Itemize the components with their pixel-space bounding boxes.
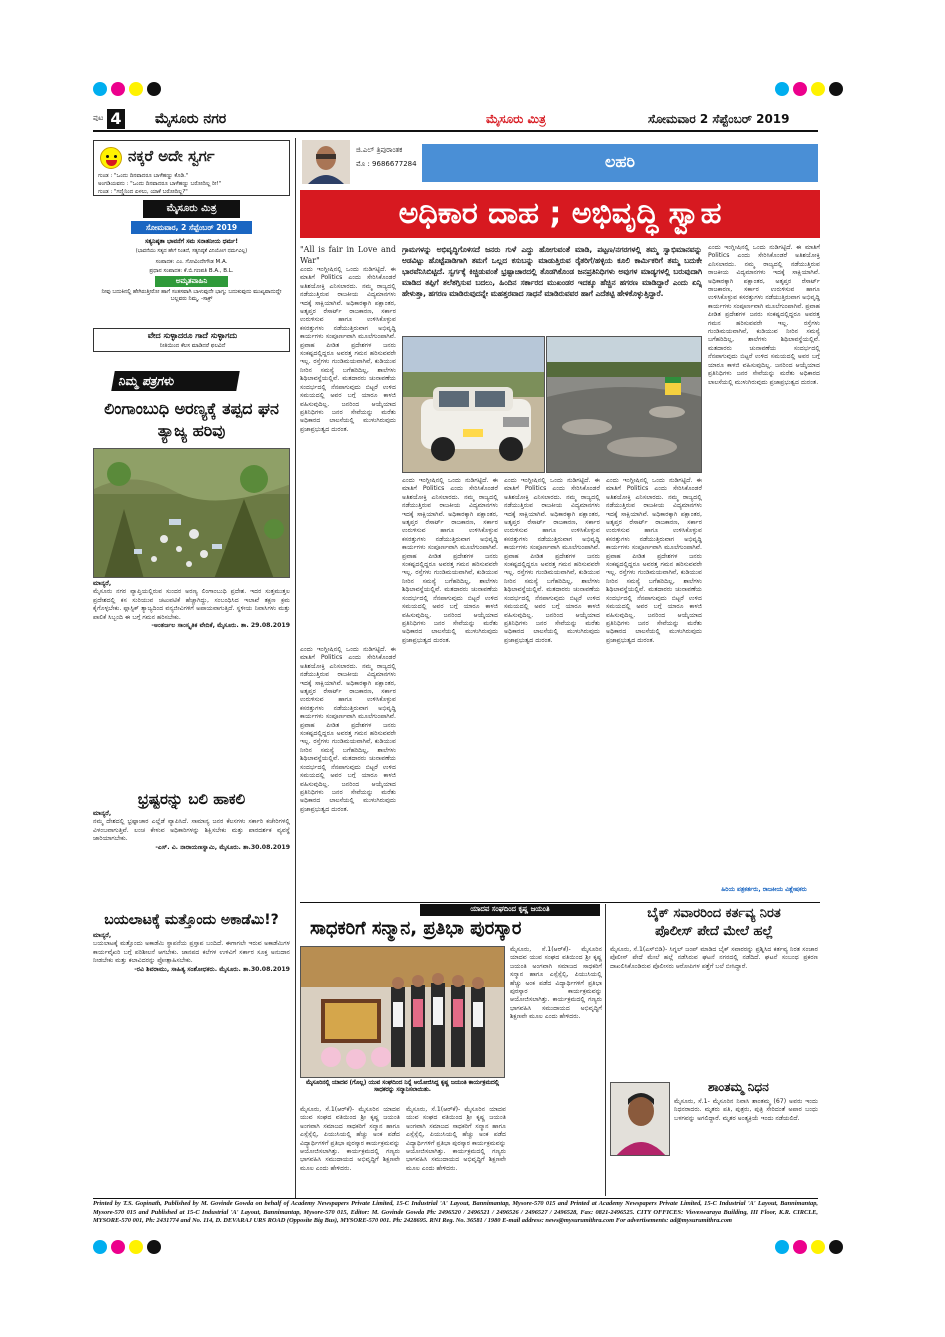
lahari-body-col1b: ಎಂದು ಇಂಗ್ಲೀಷಿನಲ್ಲಿ ಒಂದು ನುಡಿಗಟ್ಟಿದೆ. ಈ ಮಾತಿಗೆ Politics ಎಂದು ಸೇರಿಸಿಕೊಂಡರೆ ಅತಿಶಯೋಕ್ತಿ ಎನಿಸಲಾರದು. ನಮ್ಮ ರಾಜ್ಯದಲ್ಲಿ ನಡೆಯುತ್ತಿರುವ ರಾಜಕೀಯ ವಿದ್ಯಮಾನಗಳು ಇದಕ್ಕೆ ಸಾಕ್ಷಿಯಾಗಿವೆ. ಅಧಿಕಾರಕ್ಕಾಗಿ ಪಕ್ಷಾಂತರ, ಅತೃಪ್ತರ ರೆಸಾರ್ಟ್ ರಾಜಕಾರಣ, ಸರ್ಕಾರ ಉರುಳಿಸುವ ಹಾಗೂ ಉಳಿಸಿಕೊಳ್ಳುವ ಕಸರತ್ತುಗಳು ನಡೆಯುತ್ತಿರುವಾಗ ಅಭಿವೃದ್ಧಿ ಕಾರ್ಯಗಳು ಸಂಪೂರ್ಣವಾಗಿ ಮೂಲೆಗುಂಪಾಗಿವೆ. ಪ್ರವಾಹ ಪೀಡಿತ ಪ್ರದೇಶಗಳ ಜನರು ಸಂಕಷ್ಟದಲ್ಲಿದ್ದರೂ ಅವರತ್ತ ಗಮನ ಹರಿಸುವವರೇ ಇಲ್ಲ. ರಸ್ತೆಗಳು ಗುಂಡಿಮಯವಾಗಿವೆ, ಕುಡಿಯುವ ನೀರಿನ ಸಮಸ್ಯೆ ಬಗೆಹರಿದಿಲ್ಲ, ಶಾಲೆಗಳು ಶಿಥಿಲಾವಸ್ಥೆಯಲ್ಲಿವೆ. ಮತದಾರರು ಚುನಾವಣೆಯ ಸಂದರ್ಭದಲ್ಲಿ ನೆನಪಾಗುವುದು ಬಿಟ್ಟರೆ ಉಳಿದ ಸಮಯದಲ್ಲಿ ಅವರ ಬಗ್ಗೆ ಯಾರೂ ಕಾಳಜಿ ವಹಿಸುವುದಿಲ್ಲ. ಜನರಿಂದ ಆಯ್ಕೆಯಾದ ಪ್ರತಿನಿಧಿಗಳು ಜನರ ಸೇವೆಯನ್ನು ಮರೆತು ಅಧಿಕಾರದ ಲಾಲಸೆಯಲ್ಲಿ ಮುಳುಗಿರುವುದು ಪ್ರಜಾಪ್ರಭುತ್ವದ ದುರಂತ. xyxy=(300,646,396,813)
lahari-headline: ಅಧಿಕಾರ ದಾಹ ; ಅಭಿವೃದ್ಧಿ ಸ್ವಾಹ xyxy=(398,196,722,231)
author-name: ಜಿ.ಎಲ್ ತ್ರಿಪುರಾಂತಕ xyxy=(356,146,403,154)
author-photo xyxy=(302,140,350,184)
garbage-photo xyxy=(93,448,290,578)
proverb-box xyxy=(93,328,290,352)
amrutha-title: ಅಮೃತವಾಹಿನಿ xyxy=(155,276,228,287)
letter-signature: -ಎಸ್. ವಿ. ನಾರಾಯಣಸ್ವಾಮಿ, ಮೈಸೂರು. ತಾ.30.08.2019 xyxy=(155,843,290,851)
author-phone: ಮೊ : 9686677284 xyxy=(356,160,417,168)
letter-2-title: ಭ್ರಷ್ಟರನ್ನು ಬಲಿ ಹಾಕಲಿ xyxy=(137,790,246,808)
proverb: ವೇದ ಸುಳ್ಳಾದರೂ ಗಾದೆ ಸುಳ್ಳಾಗದು xyxy=(147,331,238,340)
yadava-body-col3: ಮೈಸೂರು, ಸೆ.1(ಆರ್‌ಕೆ)- ಮೈಸೂರಿನ ಯಾದವ ಯುವ ಸಂಘದ ವತಿಯಿಂದ ಶ್ರೀ ಕೃಷ್ಣ ಜಯಂತಿ ಅಂಗವಾಗಿ ಸಮಾಜದ ಸಾಧಕರಿಗೆ ಸನ್ಮಾನ ಹಾಗೂ ಎಸ್ಸೆಸ್ಸೆಲ್ಸಿ, ಪಿಯುಸಿಯಲ್ಲಿ ಹೆಚ್ಚು ಅಂಕ ಪಡೆದ ವಿದ್ಯಾರ್ಥಿಗಳಿಗೆ ಪ್ರತಿಭಾ ಪುರಸ್ಕಾರ ಕಾರ್ಯಕ್ರಮವನ್ನು ಆಯೋಜಿಸಲಾಗಿತ್ತು. ಕಾರ್ಯಕ್ರಮದಲ್ಲಿ ಗಣ್ಯರು ಭಾಗವಹಿಸಿ ಸಮುದಾಯದ ಅಭಿವೃದ್ಧಿಗೆ ಶಿಕ್ಷಣವೇ ಮೂಲ ಎಂದು ಹೇಳಿದರು. xyxy=(510,946,602,1021)
letter-body: ಮೈಸೂರು ನಗರ ವ್ಯಾಪ್ತಿಯಲ್ಲಿರುವ ಸುಂದರ ಅರಣ್ಯ ಲಿಂಗಾಂಬುಧಿ ಪ್ರದೇಶ. ಇದರ ಸುತ್ತಮುತ್ತಲ ಪ್ರದೇಶದಲ್ಲಿ ಕಸ ಸುರಿಯುವ ಚಟುವಟಿಕೆ ಹೆಚ್ಚಾಗಿದ್ದು, ಸಂಬಂಧಿಸಿದ ಇಲಾಖೆ ತಕ್ಷಣ ಕ್ರಮ ಕೈಗೊಳ್ಳಬೇಕು. ಪ್ಲಾಸ್ಟಿಕ್ ತ್ಯಾಜ್ಯದಿಂದ ವನ್ಯಜೀವಿಗಳಿಗೆ ಅಪಾಯವಾಗುತ್ತಿದೆ. ಸ್ಥಳೀಯ ನಿವಾಸಿಗಳು ಮತ್ತು ಪಾಲಿಕೆ ಸಿಬ್ಬಂದಿ ಈ ಬಗ್ಗೆ ಗಮನ ಹರಿಸಬೇಕು. xyxy=(93,588,290,621)
yadava-photo xyxy=(300,946,505,1078)
letter-1-body xyxy=(93,580,290,785)
registration-dot-magenta xyxy=(793,1240,807,1254)
yadava-kicker-bar xyxy=(420,904,600,916)
laugh-icon xyxy=(100,147,122,169)
masthead: ಮೈಸೂರು ಮಿತ್ರ xyxy=(486,112,546,126)
lahari-body-col4: ಎಂದು ಇಂಗ್ಲೀಷಿನಲ್ಲಿ ಒಂದು ನುಡಿಗಟ್ಟಿದೆ. ಈ ಮಾತಿಗೆ Politics ಎಂದು ಸೇರಿಸಿಕೊಂಡರೆ ಅತಿಶಯೋಕ್ತಿ ಎನಿಸಲಾರದು. ನಮ್ಮ ರಾಜ್ಯದಲ್ಲಿ ನಡೆಯುತ್ತಿರುವ ರಾಜಕೀಯ ವಿದ್ಯಮಾನಗಳು ಇದಕ್ಕೆ ಸಾಕ್ಷಿಯಾಗಿವೆ. ಅಧಿಕಾರಕ್ಕಾಗಿ ಪಕ್ಷಾಂತರ, ಅತೃಪ್ತರ ರೆಸಾರ್ಟ್ ರಾಜಕಾರಣ, ಸರ್ಕಾರ ಉರುಳಿಸುವ ಹಾಗೂ ಉಳಿಸಿಕೊಳ್ಳುವ ಕಸರತ್ತುಗಳು ನಡೆಯುತ್ತಿರುವಾಗ ಅಭಿವೃದ್ಧಿ ಕಾರ್ಯಗಳು ಸಂಪೂರ್ಣವಾಗಿ ಮೂಲೆಗುಂಪಾಗಿವೆ. ಪ್ರವಾಹ ಪೀಡಿತ ಪ್ರದೇಶಗಳ ಜನರು ಸಂಕಷ್ಟದಲ್ಲಿದ್ದರೂ ಅವರತ್ತ ಗಮನ ಹರಿಸುವವರೇ ಇಲ್ಲ. ರಸ್ತೆಗಳು ಗುಂಡಿಮಯವಾಗಿವೆ, ಕುಡಿಯುವ ನೀರಿನ ಸಮಸ್ಯೆ ಬಗೆಹರಿದಿಲ್ಲ, ಶಾಲೆಗಳು ಶಿಥಿಲಾವಸ್ಥೆಯಲ್ಲಿವೆ. ಮತದಾರರು ಚುನಾವಣೆಯ ಸಂದರ್ಭದಲ್ಲಿ ನೆನಪಾಗುವುದು ಬಿಟ್ಟರೆ ಉಳಿದ ಸಮಯದಲ್ಲಿ ಅವರ ಬಗ್ಗೆ ಯಾರೂ ಕಾಳಜಿ ವಹಿಸುವುದಿಲ್ಲ. ಜನರಿಂದ ಆಯ್ಕೆಯಾದ ಪ್ರತಿನಿಧಿಗಳು ಜನರ ಸೇವೆಯನ್ನು ಮರೆತು ಅಧಿಕಾರದ ಲಾಲಸೆಯಲ್ಲಿ ಮುಳುಗಿರುವುದು ಪ್ರಜಾಪ್ರಭುತ್ವದ ದುರಂತ. xyxy=(606,477,702,644)
letter-1-title-block xyxy=(93,398,290,446)
lahari-body-col2: ಎಂದು ಇಂಗ್ಲೀಷಿನಲ್ಲಿ ಒಂದು ನುಡಿಗಟ್ಟಿದೆ. ಈ ಮಾತಿಗೆ Politics ಎಂದು ಸೇರಿಸಿಕೊಂಡರೆ ಅತಿಶಯೋಕ್ತಿ ಎನಿಸಲಾರದು. ನಮ್ಮ ರಾಜ್ಯದಲ್ಲಿ ನಡೆಯುತ್ತಿರುವ ರಾಜಕೀಯ ವಿದ್ಯಮಾನಗಳು ಇದಕ್ಕೆ ಸಾಕ್ಷಿಯಾಗಿವೆ. ಅಧಿಕಾರಕ್ಕಾಗಿ ಪಕ್ಷಾಂತರ, ಅತೃಪ್ತರ ರೆಸಾರ್ಟ್ ರಾಜಕಾರಣ, ಸರ್ಕಾರ ಉರುಳಿಸುವ ಹಾಗೂ ಉಳಿಸಿಕೊಳ್ಳುವ ಕಸರತ್ತುಗಳು ನಡೆಯುತ್ತಿರುವಾಗ ಅಭಿವೃದ್ಧಿ ಕಾರ್ಯಗಳು ಸಂಪೂರ್ಣವಾಗಿ ಮೂಲೆಗುಂಪಾಗಿವೆ. ಪ್ರವಾಹ ಪೀಡಿತ ಪ್ರದೇಶಗಳ ಜನರು ಸಂಕಷ್ಟದಲ್ಲಿದ್ದರೂ ಅವರತ್ತ ಗಮನ ಹರಿಸುವವರೇ ಇಲ್ಲ. ರಸ್ತೆಗಳು ಗುಂಡಿಮಯವಾಗಿವೆ, ಕುಡಿಯುವ ನೀರಿನ ಸಮಸ್ಯೆ ಬಗೆಹರಿದಿಲ್ಲ, ಶಾಲೆಗಳು ಶಿಥಿಲಾವಸ್ಥೆಯಲ್ಲಿವೆ. ಮತದಾರರು ಚುನಾವಣೆಯ ಸಂದರ್ಭದಲ್ಲಿ ನೆನಪಾಗುವುದು ಬಿಟ್ಟರೆ ಉಳಿದ ಸಮಯದಲ್ಲಿ ಅವರ ಬಗ್ಗೆ ಯಾರೂ ಕಾಳಜಿ ವಹಿಸುವುದಿಲ್ಲ. ಜನರಿಂದ ಆಯ್ಕೆಯಾದ ಪ್ರತಿನಿಧಿಗಳು ಜನರ ಸೇವೆಯನ್ನು ಮರೆತು ಅಧಿಕಾರದ ಲಾಲಸೆಯಲ್ಲಿ ಮುಳುಗಿರುವುದು ಪ್ರಜಾಪ್ರಭುತ್ವದ ದುರಂತ. xyxy=(402,477,498,644)
letter-body: ನಮ್ಮ ದೇಶದಲ್ಲಿ ಭ್ರಷ್ಟಾಚಾರ ಎಲ್ಲೆಡೆ ವ್ಯಾಪಿಸಿದೆ. ಸಾಮಾನ್ಯ ಜನರ ಕೆಲಸಗಳು ಸರ್ಕಾರಿ ಕಚೇರಿಗಳಲ್ಲಿ ವಿಳಂಬವಾಗುತ್ತಿವೆ. ಲಂಚ ಕೇಳುವ ಅಧಿಕಾರಿಗಳನ್ನು ಶಿಕ್ಷಿಸಬೇಕು ಮತ್ತು ಪಾರದರ್ಶಕ ವ್ಯವಸ್ಥೆ ಜಾರಿಯಾಗಬೇಕು. xyxy=(93,818,290,843)
bike-body: ಮೈಸೂರು, ಸೆ.1(ಎಸ್‌ಬಿಡಿ)- ಸಿಗ್ನಲ್ ಜಂಪ್ ಮಾಡಿದ ಬೈಕ್ ಸವಾರರನ್ನು ಪ್ರಶ್ನಿಸಿದ ಕರ್ತವ್ಯ ನಿರತ ಸಂಚಾರ ಪೊಲೀಸ್ ಪೇದೆ ಮೇಲೆ ಹಲ್ಲೆ ನಡೆಸಿರುವ ಘಟನೆ ನಗರದಲ್ಲಿ ನಡೆದಿದೆ. ಘಟನೆ ಸಂಬಂಧ ಪ್ರಕರಣ ದಾಖಲಿಸಿಕೊಂಡಿರುವ ಪೊಲೀಸರು ಆರೋಪಿಗಳ ಪತ್ತೆಗೆ ಬಲೆ ಬೀಸಿದ್ದಾರೆ. xyxy=(610,946,818,970)
letter-3-title: ಬಯಲಾಟಕ್ಕೆ ಮತ್ತೊಂದು ಅಕಾಡೆಮಿ!? xyxy=(104,912,279,928)
letter-salute: ಮಾನ್ಯರೆ, xyxy=(93,932,112,939)
page-number: 4 xyxy=(107,109,125,129)
registration-dot-yellow xyxy=(811,82,825,96)
lahari-headline-bar xyxy=(300,190,820,238)
dropcap-quote: "All is fair in Love and War" xyxy=(300,245,396,265)
letter-1-title: ಲಿಂಗಾಂಬುಧಿ ಅರಣ್ಯಕ್ಕೆ ತಪ್ಪದ ಘನ ತ್ಯಾಜ್ಯ ಹರಿವು xyxy=(104,399,279,440)
amrutha-text: ನೀವು ಬದುಕಿನಲ್ಲಿ ಹೇಗಿರುತ್ತೀರೋ ಹಾಗೆ ಸಂತಸವಾಗಿ ಬಾಳುವುದೇ ಭಾಗ್ಯ; ಬದುಕುವುದು ಮುಖ್ಯವಾದುದ್ದೇ ಬಲ್ಲವರು ನಿಮ್ಮ. -ಸಾಕ್ರ್ xyxy=(101,289,282,302)
lahari-intro: ಗ್ರಾಮಗಳನ್ನು ಅಭಿವೃದ್ಧಿಗೊಳಿಸದೆ ಜನರು ಗುಳೆ ಎದ್ದು ಹೋಗುವಂತೆ ಮಾಡಿ, ಪಟ್ಟಣ/ನಗರಗಳಲ್ಲಿ ತಮ್ಮ ಸ್ವಾಭಿಮಾನವನ್ನು ಅಡವಿಟ್ಟು ಹೊಟ್ಟೆಪಾಡಿಗಾಗಿ ತಮಗೆ ಒಲ್ಲದ ಕಸುಬನ್ನು ಮಾಡುತ್ತಿರುವ ರೈತರಿಗೆ/ಹಳ್ಳಿಯ ಕೂಲಿ ಕಾರ್ಮಿಕರಿಗೆ ತಮ್ಮ ಬದುಕೇ ಭಾರವೆನಿಸಿಬಿಟ್ಟಿದೆ. ಸ್ವರ್ಗಕ್ಕೆ ಕಿಚ್ಚಿಡುವಂತೆ ಭ್ರಷ್ಟಾಚಾರದಲ್ಲಿ ತೊಡಗಿಕೊಂಡ ಜನಪ್ರತಿನಿಧಿಗಳು ಅವುಗಳ ಮಾಡ್ಯಗಳಲ್ಲಿ ಬರುವುದಾಗಿ ಮಾಡಿದ ತಪ್ಪಿಗೆ ತಲೆತಗ್ಗಿಸುವ ಬದಲು, ಹಿಂದಿನ ಸರ್ಕಾರದ ಮುಖಂಡರ ಇದಕ್ಕೂ ಹೆಚ್ಚಿನ ಹಗರಣ ಮಾಡಿದ್ದಾರೆ ಎಂದು ಏನ್ನಿ ಹೇಳುತ್ತಾ, ಹಗರಣ ಮಾಡಿರುವುದನ್ನೇ ಮಹತ್ತರವಾದ ಸಾಧನೆ ಮಾಡಿರುವವರ ಹಾಗೆ ಎದೆತಟ್ಟಿ ಹೇಳಿಕೊಳ್ಳುತ್ತಿದ್ದಾರೆ. xyxy=(402,245,702,298)
garbage-photo-art xyxy=(94,449,290,578)
registration-dot-black xyxy=(829,1240,843,1254)
joke-title: ನಕ್ಕರೆ ಅದೇ ಸ್ವರ್ಗ xyxy=(128,147,215,165)
yadava-body-col1: ಮೈಸೂರು, ಸೆ.1(ಆರ್‌ಕೆ)- ಮೈಸೂರಿನ ಯಾದವ ಯುವ ಸಂಘದ ವತಿಯಿಂದ ಶ್ರೀ ಕೃಷ್ಣ ಜಯಂತಿ ಅಂಗವಾಗಿ ಸಮಾಜದ ಸಾಧಕರಿಗೆ ಸನ್ಮಾನ ಹಾಗೂ ಎಸ್ಸೆಸ್ಸೆಲ್ಸಿ, ಪಿಯುಸಿಯಲ್ಲಿ ಹೆಚ್ಚು ಅಂಕ ಪಡೆದ ವಿದ್ಯಾರ್ಥಿಗಳಿಗೆ ಪ್ರತಿಭಾ ಪುರಸ್ಕಾರ ಕಾರ್ಯಕ್ರಮವನ್ನು ಆಯೋಜಿಸಲಾಗಿತ್ತು. ಕಾರ್ಯಕ್ರಮದಲ್ಲಿ ಗಣ್ಯರು ಭಾಗವಹಿಸಿ ಸಮುದಾಯದ ಅಭಿವೃದ್ಧಿಗೆ ಶಿಕ್ಷಣವೇ ಮೂಲ ಎಂದು ಹೇಳಿದರು. xyxy=(300,1106,400,1172)
lahari-body-left xyxy=(300,244,396,644)
amrutha-box xyxy=(93,276,290,326)
column-divider xyxy=(295,138,296,1198)
yadava-kicker: ಯಾದವ ಸಂಘದಿಂದ ಕೃಷ್ಣ ಜಯಂತಿ xyxy=(470,905,550,913)
lahari-body-col3: ಎಂದು ಇಂಗ್ಲೀಷಿನಲ್ಲಿ ಒಂದು ನುಡಿಗಟ್ಟಿದೆ. ಈ ಮಾತಿಗೆ Politics ಎಂದು ಸೇರಿಸಿಕೊಂಡರೆ ಅತಿಶಯೋಕ್ತಿ ಎನಿಸಲಾರದು. ನಮ್ಮ ರಾಜ್ಯದಲ್ಲಿ ನಡೆಯುತ್ತಿರುವ ರಾಜಕೀಯ ವಿದ್ಯಮಾನಗಳು ಇದಕ್ಕೆ ಸಾಕ್ಷಿಯಾಗಿವೆ. ಅಧಿಕಾರಕ್ಕಾಗಿ ಪಕ್ಷಾಂತರ, ಅತೃಪ್ತರ ರೆಸಾರ್ಟ್ ರಾಜಕಾರಣ, ಸರ್ಕಾರ ಉರುಳಿಸುವ ಹಾಗೂ ಉಳಿಸಿಕೊಳ್ಳುವ ಕಸರತ್ತುಗಳು ನಡೆಯುತ್ತಿರುವಾಗ ಅಭಿವೃದ್ಧಿ ಕಾರ್ಯಗಳು ಸಂಪೂರ್ಣವಾಗಿ ಮೂಲೆಗುಂಪಾಗಿವೆ. ಪ್ರವಾಹ ಪೀಡಿತ ಪ್ರದೇಶಗಳ ಜನರು ಸಂಕಷ್ಟದಲ್ಲಿದ್ದರೂ ಅವರತ್ತ ಗಮನ ಹರಿಸುವವರೇ ಇಲ್ಲ. ರಸ್ತೆಗಳು ಗುಂಡಿಮಯವಾಗಿವೆ, ಕುಡಿಯುವ ನೀರಿನ ಸಮಸ್ಯೆ ಬಗೆಹರಿದಿಲ್ಲ, ಶಾಲೆಗಳು ಶಿಥಿಲಾವಸ್ಥೆಯಲ್ಲಿವೆ. ಮತದಾರರು ಚುನಾವಣೆಯ ಸಂದರ್ಭದಲ್ಲಿ ನೆನಪಾಗುವುದು ಬಿಟ್ಟರೆ ಉಳಿದ ಸಮಯದಲ್ಲಿ ಅವರ ಬಗ್ಗೆ ಯಾರೂ ಕಾಳಜಿ ವಹಿಸುವುದಿಲ್ಲ. ಜನರಿಂದ ಆಯ್ಕೆಯಾದ ಪ್ರತಿನಿಧಿಗಳು ಜನರ ಸೇವೆಯನ್ನು ಮರೆತು ಅಧಿಕಾರದ ಲಾಲಸೆಯಲ್ಲಿ ಮುಳುಗಿರುವುದು ಪ್ರಜಾಪ್ರಭುತ್ವದ ದುರಂತ. xyxy=(504,477,600,644)
proverb-sub: ನೀತಿಯಿಂದ ಕೆಲಸ ಮಾಡಿದರೆ ಫಲವಿದೆ xyxy=(159,343,226,349)
letter-signature: -ರವಿ ಶಿವರಾಮು, ಸಾಹಿತ್ಯ ಸಂಶೋಧಕರು. ಮೈಸೂರು. ತಾ.30.08.2019 xyxy=(134,965,290,973)
paper-editor: ಸಂಪಾದಕ: ಎಂ. ಗೋವಿಂದೇಗೌಡ M.A. xyxy=(155,259,228,265)
joke-line: ಗುಂಡ : "ಒಂದು ದಿನವಾದರೂ ಬಾಳೆಹಣ್ಣು ಕೊಡಿ." xyxy=(98,173,189,179)
obituary-body: ಮೈಸೂರು, ಸೆ.1- ಮೈಸೂರಿನ ನಿವಾಸಿ ಶಾಂತಮ್ಮ (67) ಅವರು ಇಂದು ನಿಧನರಾದರು. ಮೃತರು ಪತಿ, ಪುತ್ರರು, ಪುತ್ರಿ ಸೇರಿದಂತೆ ಅಪಾರ ಬಂಧು ಬಳಗವನ್ನು ಅಗಲಿದ್ದಾರೆ. ಮೃತರ ಅಂತ್ಯಕ್ರಿಯೆ ಇಂದು ನಡೆಯಲಿದೆ. xyxy=(674,1098,818,1122)
letter-signature: -ಅಂತರ್ಜಲ ಸಾಂಸ್ಕೃತಿಕ ವೇದಿಕೆ, ಮೈಸೂರು. ತಾ. 29.08.2019 xyxy=(151,622,290,630)
registration-dot-cyan xyxy=(93,82,107,96)
obituary-photo xyxy=(610,1082,670,1156)
registration-dot-black xyxy=(829,82,843,96)
joke-line: ಗುಂಡ : "ಗಣ್ಣಿನಿಂದ ಏಳಲು, ಯಾಕೆ ಬರೋದಿಲ್ಲ?" xyxy=(98,189,188,195)
column-divider xyxy=(605,904,606,1196)
letter-body: ಬಯಲಾಟಕ್ಕೆ ಮತ್ತೊಂದು ಅಕಾಡೆಮಿ ಸ್ಥಾಪನೆಯ ಪ್ರಸ್ತಾಪ ಬಂದಿದೆ. ಈಗಾಗಲೇ ಇರುವ ಅಕಾಡೆಮಿಗಳ ಕಾರ್ಯವೈಖರಿ ಬಗ್ಗೆ ಪರಿಶೀಲನೆ ಆಗಬೇಕು. ಜಾನಪದ ಕಲೆಗಳ ಉಳಿವಿಗೆ ಸರ್ಕಾರ ಸೂಕ್ತ ಅನುದಾನ ನೀಡಬೇಕು ಮತ್ತು ಕಲಾವಿದರನ್ನು ಪ್ರೋತ್ಸಾಹಿಸಬೇಕು. xyxy=(93,940,290,965)
lahari-body-right: ಎಂದು ಇಂಗ್ಲೀಷಿನಲ್ಲಿ ಒಂದು ನುಡಿಗಟ್ಟಿದೆ. ಈ ಮಾತಿಗೆ Politics ಎಂದು ಸೇರಿಸಿಕೊಂಡರೆ ಅತಿಶಯೋಕ್ತಿ ಎನಿಸಲಾರದು. ನಮ್ಮ ರಾಜ್ಯದಲ್ಲಿ ನಡೆಯುತ್ತಿರುವ ರಾಜಕೀಯ ವಿದ್ಯಮಾನಗಳು ಇದಕ್ಕೆ ಸಾಕ್ಷಿಯಾಗಿವೆ. ಅಧಿಕಾರಕ್ಕಾಗಿ ಪಕ್ಷಾಂತರ, ಅತೃಪ್ತರ ರೆಸಾರ್ಟ್ ರಾಜಕಾರಣ, ಸರ್ಕಾರ ಉರುಳಿಸುವ ಹಾಗೂ ಉಳಿಸಿಕೊಳ್ಳುವ ಕಸರತ್ತುಗಳು ನಡೆಯುತ್ತಿರುವಾಗ ಅಭಿವೃದ್ಧಿ ಕಾರ್ಯಗಳು ಸಂಪೂರ್ಣವಾಗಿ ಮೂಲೆಗುಂಪಾಗಿವೆ. ಪ್ರವಾಹ ಪೀಡಿತ ಪ್ರದೇಶಗಳ ಜನರು ಸಂಕಷ್ಟದಲ್ಲಿದ್ದರೂ ಅವರತ್ತ ಗಮನ ಹರಿಸುವವರೇ ಇಲ್ಲ. ರಸ್ತೆಗಳು ಗುಂಡಿಮಯವಾಗಿವೆ, ಕುಡಿಯುವ ನೀರಿನ ಸಮಸ್ಯೆ ಬಗೆಹರಿದಿಲ್ಲ, ಶಾಲೆಗಳು ಶಿಥಿಲಾವಸ್ಥೆಯಲ್ಲಿವೆ. ಮತದಾರರು ಚುನಾವಣೆಯ ಸಂದರ್ಭದಲ್ಲಿ ನೆನಪಾಗುವುದು ಬಿಟ್ಟರೆ ಉಳಿದ ಸಮಯದಲ್ಲಿ ಅವರ ಬಗ್ಗೆ ಯಾರೂ ಕಾಳಜಿ ವಹಿಸುವುದಿಲ್ಲ. ಜನರಿಂದ ಆಯ್ಕೆಯಾದ ಪ್ರತಿನಿಧಿಗಳು ಜನರ ಸೇವೆಯನ್ನು ಮರೆತು ಅಧಿಕಾರದ ಲಾಲಸೆಯಲ್ಲಿ ಮುಳುಗಿರುವುದು ಪ್ರಜಾಪ್ರಭುತ್ವದ ದುರಂತ. xyxy=(708,244,820,386)
letter-salute: ಮಾನ್ಯರೆ, xyxy=(93,810,112,817)
section-rule xyxy=(300,902,820,903)
lahari-column-bar xyxy=(422,144,818,182)
registration-dot-black xyxy=(147,82,161,96)
page-header xyxy=(93,109,818,131)
section-title: ಮೈಸೂರು ನಗರ xyxy=(155,111,227,127)
footer-rule xyxy=(93,1198,818,1199)
bike-headline-1: ಬೈಕ್ ಸವಾರರಿಂದ ಕರ್ತವ್ಯ ನಿರತ xyxy=(647,906,781,921)
header-date: ಸೋಮವಾರ 2 ಸೆಪ್ಟೆಂಬರ್ 2019 xyxy=(648,112,790,126)
car-photo xyxy=(402,336,545,473)
paper-line: (ಭಾವನೆಯು ಸತ್ಯದ ಹೇಗೆ ನಿಂತಿದೆ, ಸತ್ಯನಿಷ್ಠತೆ ವಿನಿಯೋಗ ಧರ್ಮವಿಲ್ಲ) xyxy=(135,248,248,254)
paper-name: ಮೈಸೂರು ಮಿತ್ರ xyxy=(143,200,240,218)
yadava-headline: ಸಾಧಕರಿಗೆ ಸನ್ಮಾನ, ಪ್ರತಿಭಾ ಪುರಸ್ಕಾರ xyxy=(310,918,522,939)
lahari-body-text: ಎಂದು ಇಂಗ್ಲೀಷಿನಲ್ಲಿ ಒಂದು ನುಡಿಗಟ್ಟಿದೆ. ಈ ಮಾತಿಗೆ Politics ಎಂದು ಸೇರಿಸಿಕೊಂಡರೆ ಅತಿಶಯೋಕ್ತಿ ಎನಿಸಲಾರದು. ನಮ್ಮ ರಾಜ್ಯದಲ್ಲಿ ನಡೆಯುತ್ತಿರುವ ರಾಜಕೀಯ ವಿದ್ಯಮಾನಗಳು ಇದಕ್ಕೆ ಸಾಕ್ಷಿಯಾಗಿವೆ. ಅಧಿಕಾರಕ್ಕಾಗಿ ಪಕ್ಷಾಂತರ, ಅತೃಪ್ತರ ರೆಸಾರ್ಟ್ ರಾಜಕಾರಣ, ಸರ್ಕಾರ ಉರುಳಿಸುವ ಹಾಗೂ ಉಳಿಸಿಕೊಳ್ಳುವ ಕಸರತ್ತುಗಳು ನಡೆಯುತ್ತಿರುವಾಗ ಅಭಿವೃದ್ಧಿ ಕಾರ್ಯಗಳು ಸಂಪೂರ್ಣವಾಗಿ ಮೂಲೆಗುಂಪಾಗಿವೆ. ಪ್ರವಾಹ ಪೀಡಿತ ಪ್ರದೇಶಗಳ ಜನರು ಸಂಕಷ್ಟದಲ್ಲಿದ್ದರೂ ಅವರತ್ತ ಗಮನ ಹರಿಸುವವರೇ ಇಲ್ಲ. ರಸ್ತೆಗಳು ಗುಂಡಿಮಯವಾಗಿವೆ, ಕುಡಿಯುವ ನೀರಿನ ಸಮಸ್ಯೆ ಬಗೆಹರಿದಿಲ್ಲ, ಶಾಲೆಗಳು ಶಿಥಿಲಾವಸ್ಥೆಯಲ್ಲಿವೆ. ಮತದಾರರು ಚುನಾವಣೆಯ ಸಂದರ್ಭದಲ್ಲಿ ನೆನಪಾಗುವುದು ಬಿಟ್ಟರೆ ಉಳಿದ ಸಮಯದಲ್ಲಿ ಅವರ ಬಗ್ಗೆ ಯಾರೂ ಕಾಳಜಿ ವಹಿಸುವುದಿಲ್ಲ. ಜನರಿಂದ ಆಯ್ಕೆಯಾದ ಪ್ರತಿನಿಧಿಗಳು ಜನರ ಸೇವೆಯನ್ನು ಮರೆತು ಅಧಿಕಾರದ ಲಾಲಸೆಯಲ್ಲಿ ಮುಳುಗಿರುವುದು ಪ್ರಜಾಪ್ರಭುತ್ವದ ದುರಂತ. xyxy=(300,266,396,433)
yadava-caption: ಮೈಸೂರಿನಲ್ಲಿ ಯಾದವ (ಗೊಲ್ಲ) ಯುವ ಸಂಘದಿಂದ ನಿನ್ನೆ ಆಯೋಜಿಸಿದ್ದ ಕೃಷ್ಣ ಜಯಂತಿ ಕಾರ್ಯಕ್ರಮದಲ್ಲಿ ಸಾಧಕರನ್ನು ಸನ್ಮಾನಿಸಲಾಯಿತು. xyxy=(305,1080,500,1094)
imprint: Printed by T.S. Gopinath, Published by M. Govinde Gowda on behalf of Academy Newspapers Private Limited, 15-C Industrial 'A' Layout, Bannimantap, Mysore-570 015 and Printed at Academy Newspapers Private Limited, 15-C Industrial 'A' Layout, Bannimantap, Mysore-570 015 and Published at 15-C Industrial 'A' Layout, Bannimantap, Mysore-570 015, Editor: M. Govinde Gowda Ph: 2496520 / 2496521 / 2496526 / 2496527 / 2496528, Fax: 0821-2496525. CITY OFFICES: Visveswaraya Building, III Floor, K.R. CIRCLE, MYSORE-570 001, Ph: 2431774 and No. 114, D. DEVARAJ URS ROAD (Opposite Big Bus), MYSORE-570 001. Ph: 2428695. RNI Reg. No. 36581 / 1980 E-mail address: news@mysurumithra.com For advertisements: ad@mysurumithra.com xyxy=(93,1200,818,1225)
letters-banner xyxy=(93,371,290,393)
lahari-header xyxy=(300,138,820,186)
paper-date: ಸೋಮವಾರ, 2 ಸೆಪ್ಟೆಂಬರ್ 2019 xyxy=(131,221,252,234)
paper-line: ಸತ್ಯನಿಷ್ಠತಾ ಭಾವನೆಗೆ ಸಮ ಸನಾತನೀಯ ಧರ್ಮ! xyxy=(144,238,239,245)
registration-dot-yellow xyxy=(129,1240,143,1254)
registration-dot-cyan xyxy=(775,1240,789,1254)
letters-banner-label: ನಿಮ್ಮ ಪತ್ರಗಳು xyxy=(111,371,240,391)
road-photo xyxy=(546,336,702,473)
bike-headline-2: ಪೊಲೀಸ್ ಪೇದೆ ಮೇಲೆ ಹಲ್ಲೆ xyxy=(655,924,773,939)
author-note: ಹಿರಿಯ ಪತ್ರಕರ್ತರು, ರಾಜಕೀಯ ವಿಶ್ಲೇಷಕರು xyxy=(721,886,807,893)
joke-line: ಅಂಗಡಿಯವನು : "ಒಂದು ದಿನವಾದರೂ ಬಾಳೆಹಣ್ಣು ಬರೋದಿಲ್ಲ ರೀ!" xyxy=(98,181,222,187)
registration-dot-cyan xyxy=(93,1240,107,1254)
letter-3-body xyxy=(93,932,290,1195)
header-rule xyxy=(93,130,818,132)
registration-dot-yellow xyxy=(129,82,143,96)
registration-dot-magenta xyxy=(111,82,125,96)
letter-salute: ಮಾನ್ಯರೆ, xyxy=(93,580,112,587)
obituary-title: ಶಾಂತಮ್ಮ ನಿಧನ xyxy=(708,1080,769,1094)
registration-dot-black xyxy=(147,1240,161,1254)
column-name: ಲಹರಿ xyxy=(605,152,635,171)
letter-2-body xyxy=(93,810,290,910)
page-label: ಪುಟ xyxy=(93,114,104,122)
yadava-body-col2: ಮೈಸೂರು, ಸೆ.1(ಆರ್‌ಕೆ)- ಮೈಸೂರಿನ ಯಾದವ ಯುವ ಸಂಘದ ವತಿಯಿಂದ ಶ್ರೀ ಕೃಷ್ಣ ಜಯಂತಿ ಅಂಗವಾಗಿ ಸಮಾಜದ ಸಾಧಕರಿಗೆ ಸನ್ಮಾನ ಹಾಗೂ ಎಸ್ಸೆಸ್ಸೆಲ್ಸಿ, ಪಿಯುಸಿಯಲ್ಲಿ ಹೆಚ್ಚು ಅಂಕ ಪಡೆದ ವಿದ್ಯಾರ್ಥಿಗಳಿಗೆ ಪ್ರತಿಭಾ ಪುರಸ್ಕಾರ ಕಾರ್ಯಕ್ರಮವನ್ನು ಆಯೋಜಿಸಲಾಗಿತ್ತು. ಕಾರ್ಯಕ್ರಮದಲ್ಲಿ ಗಣ್ಯರು ಭಾಗವಹಿಸಿ ಸಮುದಾಯದ ಅಭಿವೃದ್ಧಿಗೆ ಶಿಕ್ಷಣವೇ ಮೂಲ ಎಂದು ಹೇಳಿದರು. xyxy=(406,1106,506,1172)
registration-dot-yellow xyxy=(811,1240,825,1254)
registration-dot-magenta xyxy=(111,1240,125,1254)
joke-box xyxy=(93,140,290,196)
paper-associate: ಪ್ರಧಾನ ಸಂಪಾದಕ: ಕೆ.ಬಿ.ಗಣಪತಿ B.A., B.L. xyxy=(149,268,234,274)
registration-dot-magenta xyxy=(793,82,807,96)
registration-dot-cyan xyxy=(775,82,789,96)
